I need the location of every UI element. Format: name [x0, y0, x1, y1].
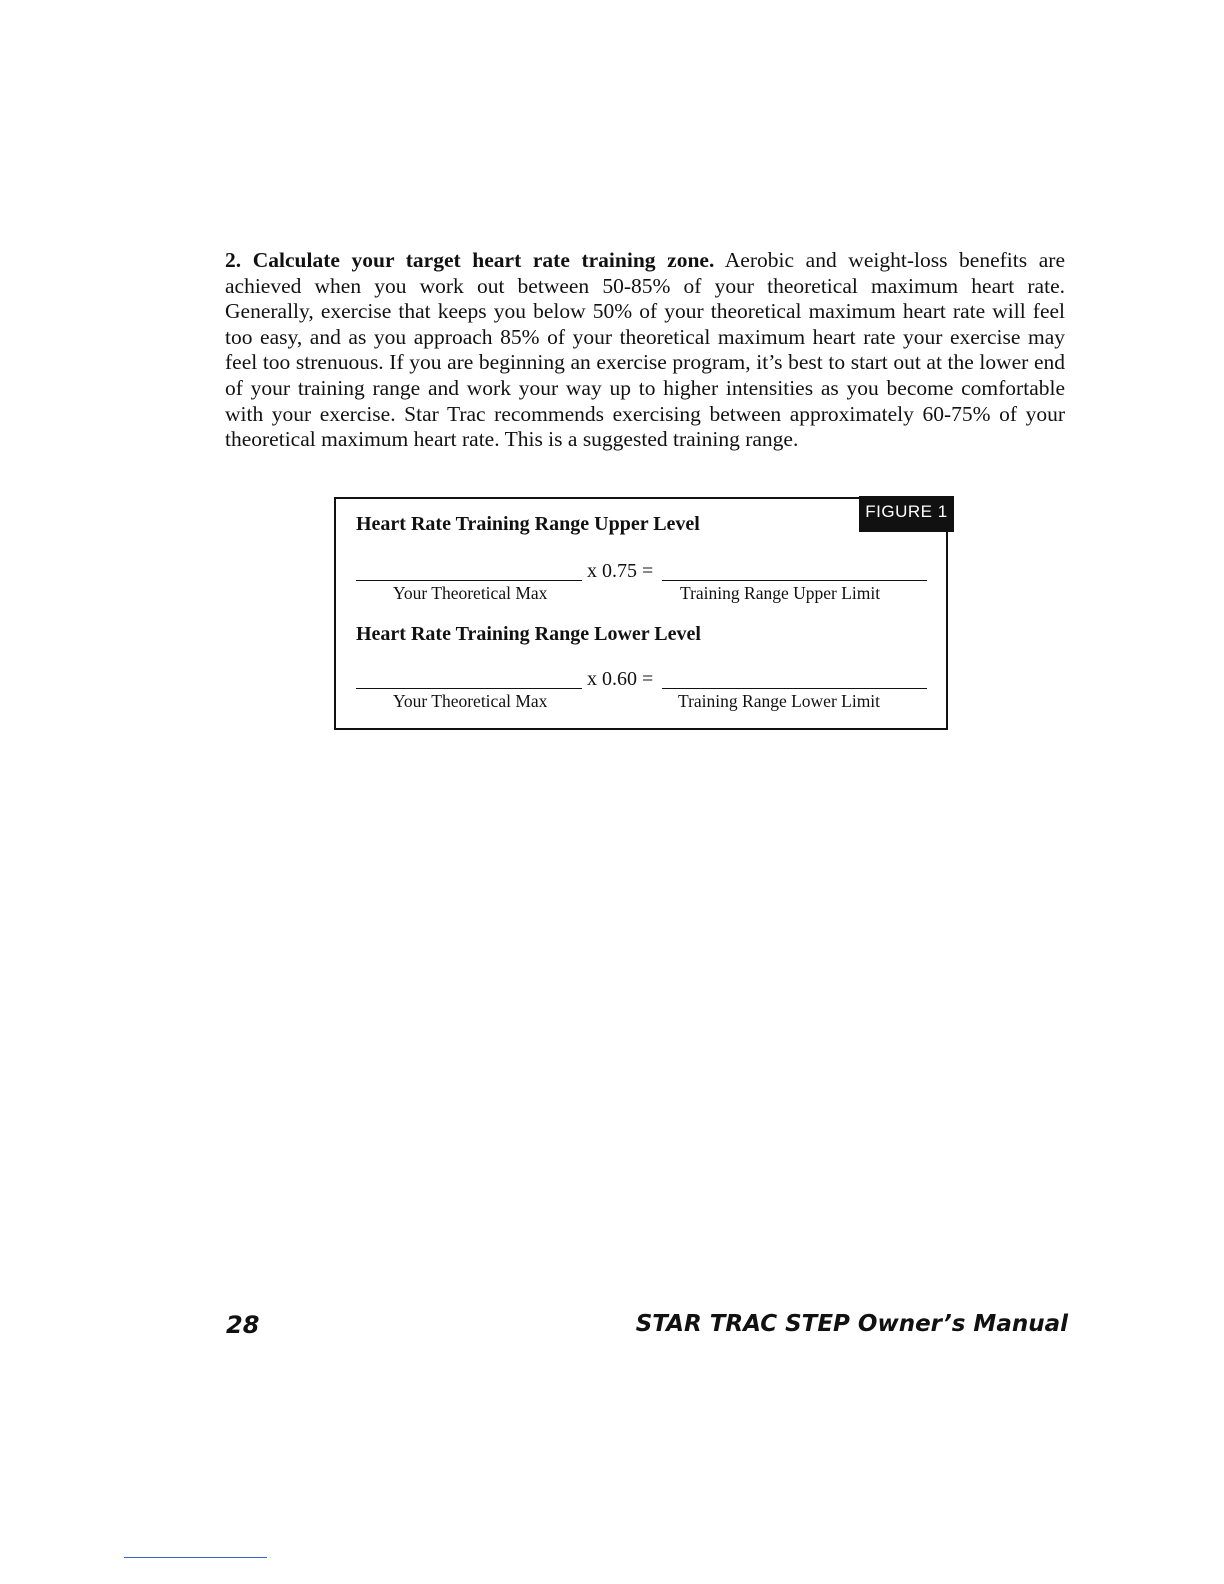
lower-left-caption: Your Theoretical Max	[393, 691, 548, 711]
upper-limit-blank	[662, 580, 927, 581]
figure-tag: FIGURE 1	[859, 496, 954, 532]
lower-level-title: Heart Rate Training Range Lower Level	[356, 623, 701, 645]
upper-left-caption: Your Theoretical Max	[393, 583, 548, 603]
bottom-divider	[124, 1557, 267, 1558]
upper-level-title: Heart Rate Training Range Upper Level	[356, 513, 700, 535]
manual-title: STAR TRAC STEP Owner’s Manual	[635, 1311, 1068, 1337]
upper-right-caption: Training Range Upper Limit	[680, 583, 881, 603]
upper-multiplier: x 0.75 =	[587, 560, 654, 582]
paragraph-lead: 2. Calculate your target heart rate training zone.	[225, 248, 715, 272]
lower-multiplier: x 0.60 =	[587, 668, 654, 690]
lower-max-blank	[356, 688, 582, 689]
page-number: 28	[226, 1311, 260, 1339]
upper-max-blank	[356, 580, 582, 581]
lower-limit-blank	[662, 688, 927, 689]
lower-right-caption: Training Range Lower Limit	[678, 691, 881, 711]
paragraph-text: Aerobic and weight-loss benefits are achieved when you work out between 50-85% of your theoretical maximum heart rate. Generally, exercise that keeps you below 50% of your theoretical maximum heart rate will feel too easy, and as you approach 85% of your theoretical maximum heart rate your exercise may feel too strenuous. If you are beginning an exercise program, it’s best to start out at the lower end of your training range and work your way up to higher intensities as you become comfortable with your exercise. Star Trac recommends exercising between approximately 60-75% of your theoretical maximum heart rate. This is a suggested training range.	[225, 248, 1065, 452]
body-paragraph	[225, 248, 1065, 453]
